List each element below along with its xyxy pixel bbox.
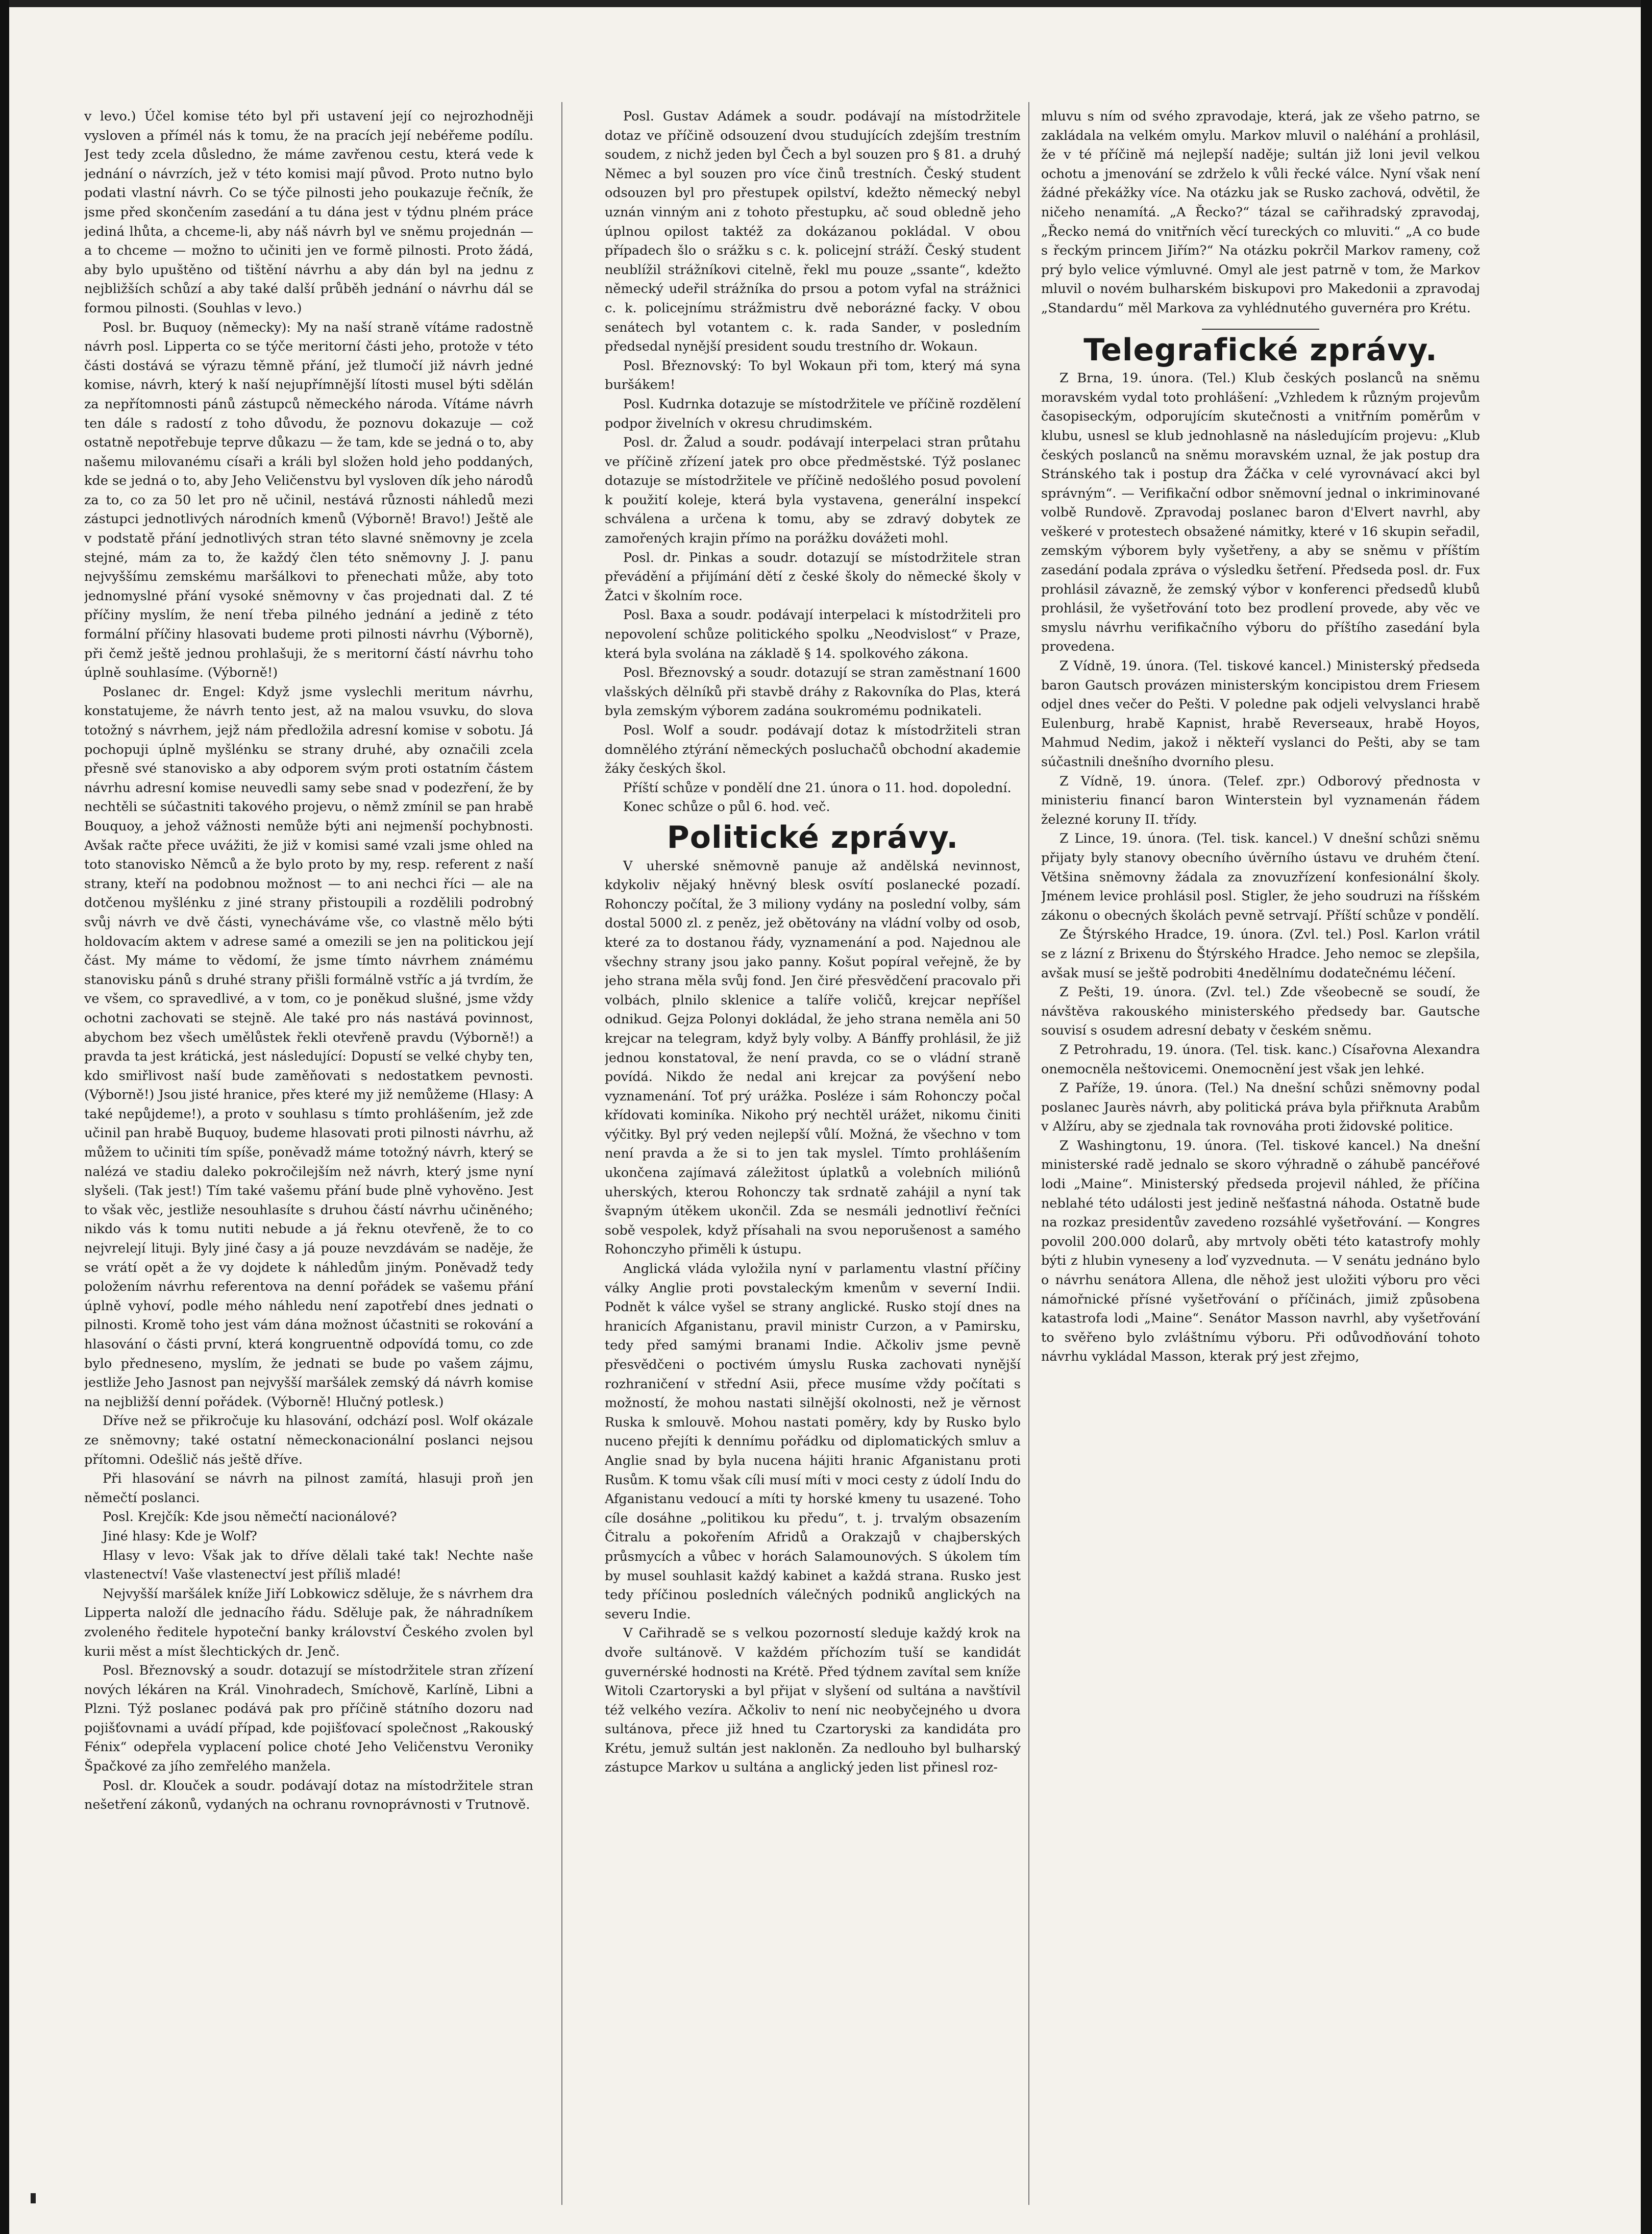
column-divider — [1028, 102, 1029, 2205]
paragraph: Poslanec dr. Engel: Když jsme vyslechli meritum návrhu, konstatujeme, že návrh tento jest, až na malou vsuvku, do slova totožný s návrhem, jejž nám předložila adresní komise v sobotu. Já pochopuji úplně myšlénku se strany druhé, aby označili zcela přesně své stanovisko a aby odporem svým proti ostatním částem návrhu adresní komise neuvedli samy sebe snad v podezření, že by nechtěli se súčastniti takového projevu, o němž zmínil se pan hrabě Bouquoy, a jehož vážnosti nemůže býti ani nejmenší pochybnosti. Avšak račte přece uvážiti, že již v komisi samé vzali jsme ohled na toto stanovisko Němců a že bylo proto by my, resp. referent z naší strany, kteří na podobnou možnost — to ani nechci říci — ale na dotčenou myšlénku z jiné strany přistoupili a rozdělili podrobný svůj návrh ve dvě části, vynecháváme vše, co vlastně mělo býti holdovacím aktem v adrese samé a omezili se jen na politickou její část. My máme to vědomí, že jsme tímto návrhem známému stanovisku pánů s druhé strany přišli formálně vstříc a já tvrdím, že ve všem, co spravedlivé, a v tom, co je poněkud slušné, jsme vždy ochotni zachovati se stejně. Ale také pro nás nastává povinnost, abychom bez všech umělůstek řekli otevřeně pravdu (Výborně!) a pravda ta jest krátická, jest následující: Dopustí se velké chyby ten, kdo smiřlivost naší bude zaměňovati s nedostatkem pevnosti. (Výborně!) Jsou jisté hranice, přes které my již nemůžeme (Hlasy: A také nepůjdeme!), a proto v souhlasu s tímto prohlášením, jež zde učinil pan hrabě Buquoy, budeme hlasovati proti pilnosti návrhu, až můžem to učiniti tím spíše, poněvadž máme totožný návrh, který se nalézá ve stadiu daleko pokročilejším než návrh, který jsme nyní slyšeli. (Tak jest!) Tím také vašemu přání bude plně vyhověno. Jest to však věc, jestliže nesouhlasíte s druhou částí návrhu učiněného; nikdo vás k tomu nutiti nebude a já řeknu otevřeně, že to co nejvrelejí lituji. Byly jiné časy a já pouze nevzdávám se naděje, že se vrátí opět a že vy dojdete k náhledům jiným. Poněvadž tedy položením návrhu referentova na denní pořádek se vašemu přání úplně vyhoví, podle mého náhledu není zapotřebí dnes jednati o pilnosti. Kromě toho jest vám dána možnost účastniti se rokování a hlasování o části první, která kongruentně odpovídá tomu, co zde bylo předneseno, myslím, že jednati se bude po vašem zájmu, jestliže Jeho Jasnost pan nejvyšší maršálek zemský dá návrh komise na nejbližší denní pořádek. (Výborně! Hlučný potlesk.) — [84, 684, 533, 1410]
paragraph: mluvu s ním od svého zpravodaje, která, jak ze všeho patrno, se zakládala na velkém omylu. Markov mluvil o naléhání a prohlásil, že v té příčině má nejlepší naděje; sultán již loni jevil velkou ochotu a jmenování se zdrželo k vůli řecké válce. Nyní však není žádné překážky více. Na otázku jak se Rusko zachová, odvětil, že ničeho nenamítá. „A Řecko?“ tázal se cařihradský zpravodaj, „Řecko nemá do vnitřních věcí tureckých co mluviti.“ „A co bude s řeckým princem Jiřím?“ Na otázku pokrčil Markov rameny, což prý bylo velice výmluvné. Omyl ale jest patrně v tom, že Markov mluvil o novém bulharském biskupovi pro Makedonii a zpravodaj „Standardu“ měl Markova za vyhlédnutého guvernéra pro Krétu. — [1041, 109, 1480, 316]
paragraph: Posl. dr. Klouček a soudr. podávají dotaz na místodržitele stran nešetření zákonů, vydaných na ochranu rovnoprávnosti v Trutnově. — [84, 1778, 533, 1813]
scan-edge-top — [0, 0, 1652, 7]
paragraph: Posl. Březnovský: To byl Wokaun při tom, který má syna buršákem! — [605, 358, 1021, 393]
paragraph: Posl. Krejčík: Kde jsou němečtí nacionálové? — [103, 1509, 397, 1525]
paragraph: Posl. Gustav Adámek a soudr. podávají na místodržitele dotaz ve příčině odsouzení dvou studujících zdejším trestním soudem, z nichž jeden byl Čech a byl souzen pro § 81. a druhý Němec a byl souzen pro více činů trestních. Český student odsouzen byl pro přestupek opilství, kdežto německý nebyl uznán vinným ani z tohoto přestupku, ač soud obledně jeho úplnou opilost taktéž za dokázanou pokládal. V obou případech šlo o srážku s c. k. policejní stráží. Český student neublížil strážníkovi citelně, řekl mu pouze „ssante“, kdežto německý udeřil strážníka do prsou a potom vyfal na strážnici c. k. policejnímu strážmistru dvě neborázné facky. V obou senátech byl votantem c. k. rada Sander, v posledním předsedal nynější president soudu trestního dr. Wokaun. — [605, 109, 1021, 355]
column-divider — [561, 102, 562, 2205]
paragraph: Posl. dr. Žalud a soudr. podávají interpelaci stran průtahu ve příčině zřízení jatek pro obce předměstské. Týž poslanec dotazuje se místodržitele ve příčině nedošlého posud povolení k použití koleje, která byla vystavena, generální inspekcí schválena a určena k tomu, aby se zdravý dobytek ze zamořených krajin přímo na porážku dovážeti mohl. — [605, 435, 1021, 547]
section-separator — [1202, 329, 1319, 330]
paragraph: Posl. br. Buquoy (německy): My na naší straně vítáme radostně návrh posl. Lipperta co se týče meritorní části jeho, protože v této části dostává se výrazu těmně přání, jež tlumočí již návrh jedné komise, návrh, který k naší nejupřímnější lítosti musel býti sdělán za nepřítomnosti pánů zástupců německého národa. Vítáme návrh ten dále s radostí z toho důvodu, že poznovu dokazuje — což ostatně nepotřebuje teprve důkazu — že tam, kde se jedná o to, aby našemu milovanému císaři a králi byl složen hold jeho poddaných, kde se jedná o to, aby Jeho Veličenstvu byl vysloven dík jeho národů za to, co za 50 let pro ně učinil, nestává různosti náhledů mezi zástupci jednotlivých národních kmenů (Výborně! Bravo!) Ještě ale v podstatě přání jednotlivých stran této slavné sněmovny je zcela stejné, mám za to, že každý člen této sněmovny J. J. panu nejvyššímu zemskému maršálkovi to přenechati může, aby toto jednomyslné přání vysoké sněmovny v čas projednati dal. Z té příčiny myslím, že není třeba pilného jednání a jedině z této formální příčiny hlasovati budeme proti pilnosti návrhu (Výborně), při čemž ještě jednou prohlašuji, že s meritorní částí návrhu toho úplně souhlasíme. (Výborně!) — [84, 320, 533, 681]
paragraph: Z Vídně, 19. února. (Telef. zpr.) Odborový přednosta v ministeriu financí baron Winterstein byl vyznamenán řádem železné koruny II. třídy. — [1041, 773, 1480, 827]
paragraph: Konec schůze o půl 6. hod. več. — [623, 799, 830, 815]
paragraph: Anglická vláda vyložila nyní v parlamentu vlastní příčiny války Anglie proti povstaleckým kmenům v severní Indii. Podnět k válce vyšel se strany anglické. Rusko stojí dnes na hranicích Afganistanu, pravil ministr Curzon, a v Pamirsku, tedy před samými branami Indie. Ačkoliv jsme pevně přesvědčeni o poctivém úmyslu Ruska zachovati nynější rozhraničení v střední Asii, přece musíme vždy počítati s možností, že mohou nastati silnější okolnosti, než je věrnost Ruska k smlouvě. Mohou nastati poměry, kdy by Rusko bylo nuceno přejíti k dennímu pořádku od diplomatických smluv a Anglie snad by byla nucena hájiti hranic Afganistanu proti Rusům. K tomu však cíli musí míti v moci cesty z údolí Indu do Afganistanu vedoucí a míti ty horské kmeny tu usazené. Toho cíle dosáhne „politikou ku předu“, t. j. trvalým obsazením Čitralu a pokořením Afridů a Orakzajů v chajberských průsmycích a vůbec v horách Salamounových. S úkolem tím by musel souhlasit každý kabinet a každá strana. Rusko jest tedy příčinou posledních válečných podniků anglických na severu Indie. — [605, 1261, 1021, 1622]
paragraph: Posl. dr. Pinkas a soudr. dotazují se místodržitele stran převádění a přijímání dětí z české školy do německé školy v Žatci v školním roce. — [605, 550, 1021, 604]
paragraph: V Cařihradě se s velkou pozorností sleduje každý krok na dvoře sultánově. V každém příchozím tuší se kandidát guvernérské hodnosti na Krétě. Před týdnem zavítal sem kníže Witoli Czartoryski a byl přijat v slyšení od sultána a navštívil též velkého vezíra. Ačkoliv to není nic neobyčejného u dvora sultánova, přece již hned tu Czartoryski za kandidáta pro Krétu, jemuž sultán jest nakloněn. Za nedlouho byl bulharský zástupce Markov u sultána a anglický jeden list přinesl roz- — [605, 1626, 1021, 1776]
paragraph: Z Pešti, 19. února. (Zvl. tel.) Zde všeobecně se soudí, že návštěva rakouského ministerského předsedy bar. Gautsche souvisí s osudem adresní debaty v českém sněmu. — [1041, 985, 1480, 1039]
paragraph: Dříve než se přikročuje ku hlasování, odchází posl. Wolf okázale ze sněmovny; také ostatní německonacionální poslanci nejsou přítomni. Odešlič nás ještě dříve. — [84, 1413, 533, 1467]
paragraph: Z Petrohradu, 19. února. (Tel. tisk. kanc.) Císařovna Alexandra onemocněla neštovicemi. Onemocnění jest však jen lehké. — [1041, 1042, 1480, 1077]
section-heading-telegraphic-news: Telegrafické zprávy. — [1083, 332, 1438, 368]
paragraph: Při hlasování se návrh na pilnost zamítá, hlasuji proň jen němečtí poslanci. — [84, 1471, 533, 1506]
paragraph: v levo.) Účel komise této byl při ustavení její co nejrozhodněji vysloven a přímél nás k tomu, že na pracích její nebéřeme podílu. Jest tedy zcela důsledno, že máme zavřenou cestu, která vede k jednání o návrzích, jež v této komisi mají původ. Proto nutno bylo podati vlastní návrh. Co se týče pilnosti jeho poukazuje řečník, že jsme před skončením zasedání a tu dána jest v týdnu plném práce jediná lhůta, a chceme-li, aby náš návrh byl ve sněmu projednán — a to chceme — možno to učiniti jen ve formě pilnosti. Proto žádá, aby bylo upuštěno od tištění návrhu a aby dán byl na jednu z nejbližších schůzí a aby také další průběh jednání o návrhu dál se formou pilnosti. (Souhlas v levo.) — [84, 109, 533, 316]
column-left — [84, 107, 533, 2200]
paragraph: Z Lince, 19. února. (Tel. tisk. kancel.) V dnešní schůzi sněmu přijaty byly stanovy obecního úvěrního ústavu ve druhém čtení. Většina sněmovny žádala za znovuzřízení konfesionální školy. Jménem levice prohlásil posl. Stigler, že jeho soudruzi na říšském zákonu o obecných školách pevně setrvají. Příští schůze v pondělí. — [1041, 831, 1480, 923]
paragraph: Posl. Baxa a soudr. podávají interpelaci k místodržiteli pro nepovolení schůze politického spolku „Neodvislost“ v Praze, která byla svolána na základě § 14. spolkového zákona. — [605, 607, 1021, 661]
paragraph: Příští schůze v pondělí dne 21. února o 11. hod. dopolední. — [623, 780, 1012, 796]
paragraph: Posl. Kudrnka dotazuje se místodržitele ve příčině rozdělení podpor živelních v okresu chrudimském. — [605, 396, 1021, 431]
paragraph: Posl. Wolf a soudr. podávají dotaz k místodržiteli stran domnělého ztýrání německých posluchačů obchodní akademie žáky českých škol. — [605, 723, 1021, 777]
paragraph: Z Washingtonu, 19. února. (Tel. tiskové kancel.) Na dnešní ministerské radě jednalo se skoro výhradně o záhubě pancéřové lodi „Maine“. Ministerský předseda projevil náhled, že příčina neblahé této události jest jedině nešťastná náhoda. Ostatně bude na rozkaz presidentův zavedeno rozsáhlé vyšetřování. — Kongres povolil 200.000 dolarů, aby mrtvoly oběti této katastrofy mohly býti z hlubin vyneseny a loď vyzvednuta. — V senátu jednáno bylo o návrhu senátora Allena, dle něhož jest uložiti výboru pro věci námořnické přísné vyšetřování o příčinách, jimiž způsobena katastrofa lodi „Maine“. Senátor Masson navrhl, aby vyšetřování to svěřeno bylo zvláštnímu výboru. Při odůvodňování tohoto návrhu vykládal Masson, kterak prý jest zřejmo, — [1041, 1138, 1480, 1365]
paragraph: Hlasy v levo: Však jak to dříve dělali také tak! Nechte naše vlastenectví! Vaše vlastenectví jest příliš mladé! — [84, 1548, 533, 1583]
scan-mark — [31, 2193, 36, 2203]
paragraph: Posl. Březnovský a soudr. dotazují se místodržitele stran zřízení nových lékáren na Král. Vinohradech, Smíchově, Karlíně, Libni a Plzni. Týž poslanec podává pak pro příčině státního dozoru nad pojišťovnami a uvádí případ, kde pojišťovací společnost „Rakouský Fénix“ odepřela vyplacení police choté Jeho Veličenstvu Veroniky Špačkové za jího zemřelého manžela. — [84, 1663, 533, 1775]
scan-edge-left — [0, 0, 9, 2234]
paragraph: Z Paříže, 19. února. (Tel.) Na dnešní schůzi sněmovny podal poslanec Jaurès návrh, aby politická práva byla přiřknuta Arabům v Alžíru, aby se zjednala tak rovnováha proti židovské politice. — [1041, 1081, 1480, 1135]
paragraph: V uherské sněmovně panuje až andělská nevinnost, kdykoliv nějaký hněvný blesk osvítí poslanecké pozadí. Rohonczy počítal, že 3 miliony vydány na poslední volby, sám dostal 5000 zl. z peněz, jež obětovány na vládní volby od osob, které za to dostanou řády, vyznamenání a pod. Najednou ale všechny strany jsou jako panny. Košut popíral veřejně, že by jeho strana měla svůj fond. Jen čiré přesvědčení pracovalo při volbách, plnilo sklenice a talíře voličů, krejcar nepříšel odnikud. Gejza Polonyi dokládal, že jeho strana neměla ani 50 krejcar na telegram, když byly volby. A Bánffy prohlásil, že již jednou konstatoval, že není pravda, co se o vládní straně povídá. Nikdo že nedal ani krejcar za povýšení nebo vyznamenání. Toť prý urážka. Posléze i sám Rohonczy počal křídovati kominíka. Nikoho prý nechtěl urážet, nikomu činiti výčitky. Byl prý veden nejlepší vůlí. Možná, že všechno v tom není pravda a že si to jen tak myslel. Tímto prohlášením ukončena zajímavá záležitost úplatků a volebních miliónů uherských, kterou Rohonczy tak srdnatě zahájil a nyní tak švapným útěkem ukončil. Zda se nesmáli jednotliví řečníci sobě vespolek, když přísahali na svou neporušenost a samého Rohonczyho přiměli k ústupu. — [605, 858, 1021, 1258]
paragraph: Jiné hlasy: Kde je Wolf? — [103, 1528, 257, 1544]
column-right — [1041, 107, 1480, 2200]
section-heading-political-news: Politické zprávy. — [667, 819, 959, 855]
paragraph: Nejvyšší maršálek kníže Jiří Lobkowicz sděluje, že s návrhem dra Lipperta naloží dle jednacího řádu. Sděluje pak, že náhradníkem zvoleného ředitele hypoteční banky království Českého zvolen byl kurii měst a míst šlechtických dr. Jenč. — [84, 1586, 533, 1659]
paragraph: Z Brna, 19. února. (Tel.) Klub českých poslanců na sněmu moravském vydal toto prohlášení: „Vzhledem k různým projevům časopiseckým, odporujícím skutečnosti a vnitřním poměrům v klubu, usnesl se klub jednohlasně na následujícím projevu: „Klub českých poslanců na sněmu moravském uznal, že jak postup dra Stránského tak i postup dra Žáčka v celé vyrovnávací akci byl správným“. — Verifikační odbor sněmovní jednal o inkriminované volbě Rundově. Zpravodaj poslanec baron d'Elvert navrhl, aby veškeré v protestech obsažené námitky, které v 16 skupin seřadil, zemským výborem byly vyšetřeny, a aby se sněmu v příštím zasedání podala zpráva o výsledku šetření. Předseda posl. dr. Fux prohlásil závazně, že zemský výbor v konferenci předsedů klubů prohlásil, že vyšetřování toto bez prodlení provede, aby věc ve smyslu návrhu verifikačního výboru do příštího zasedání byla provedena. — [1041, 371, 1480, 655]
paragraph: Posl. Březnovský a soudr. dotazují se stran zaměstnaní 1600 vlašských dělníků při stavbě dráhy z Rakovníka do Plas, která byla zemským výborem zadána soukromému podnikateli. — [605, 665, 1021, 719]
paragraph: Ze Štýrského Hradce, 19. února. (Zvl. tel.) Posl. Karlon vrátil se z lázní z Brixenu do Štýrského Hradce. Jeho nemoc se zlepšila, avšak musí se ještě podrobiti 4nedělnímu dodatečnému léčení. — [1041, 927, 1480, 981]
paragraph: Z Vídně, 19. února. (Tel. tiskové kancel.) Ministerský předseda baron Gautsch provázen ministerským koncipistou drem Friesem odjel dnes večer do Pešti. V poledne pak odjeli velvyslanci hrabě Eulenburg, hrabě Kapnist, hrabě Reverseaux, hrabě Hoyos, Mahmud Nedim, jakož i někteří vyslanci do Pešti, aby se tam súčastnili dnešního dvorního plesu. — [1041, 658, 1480, 770]
scan-edge-right — [1641, 0, 1652, 2234]
column-middle — [605, 107, 1021, 2200]
